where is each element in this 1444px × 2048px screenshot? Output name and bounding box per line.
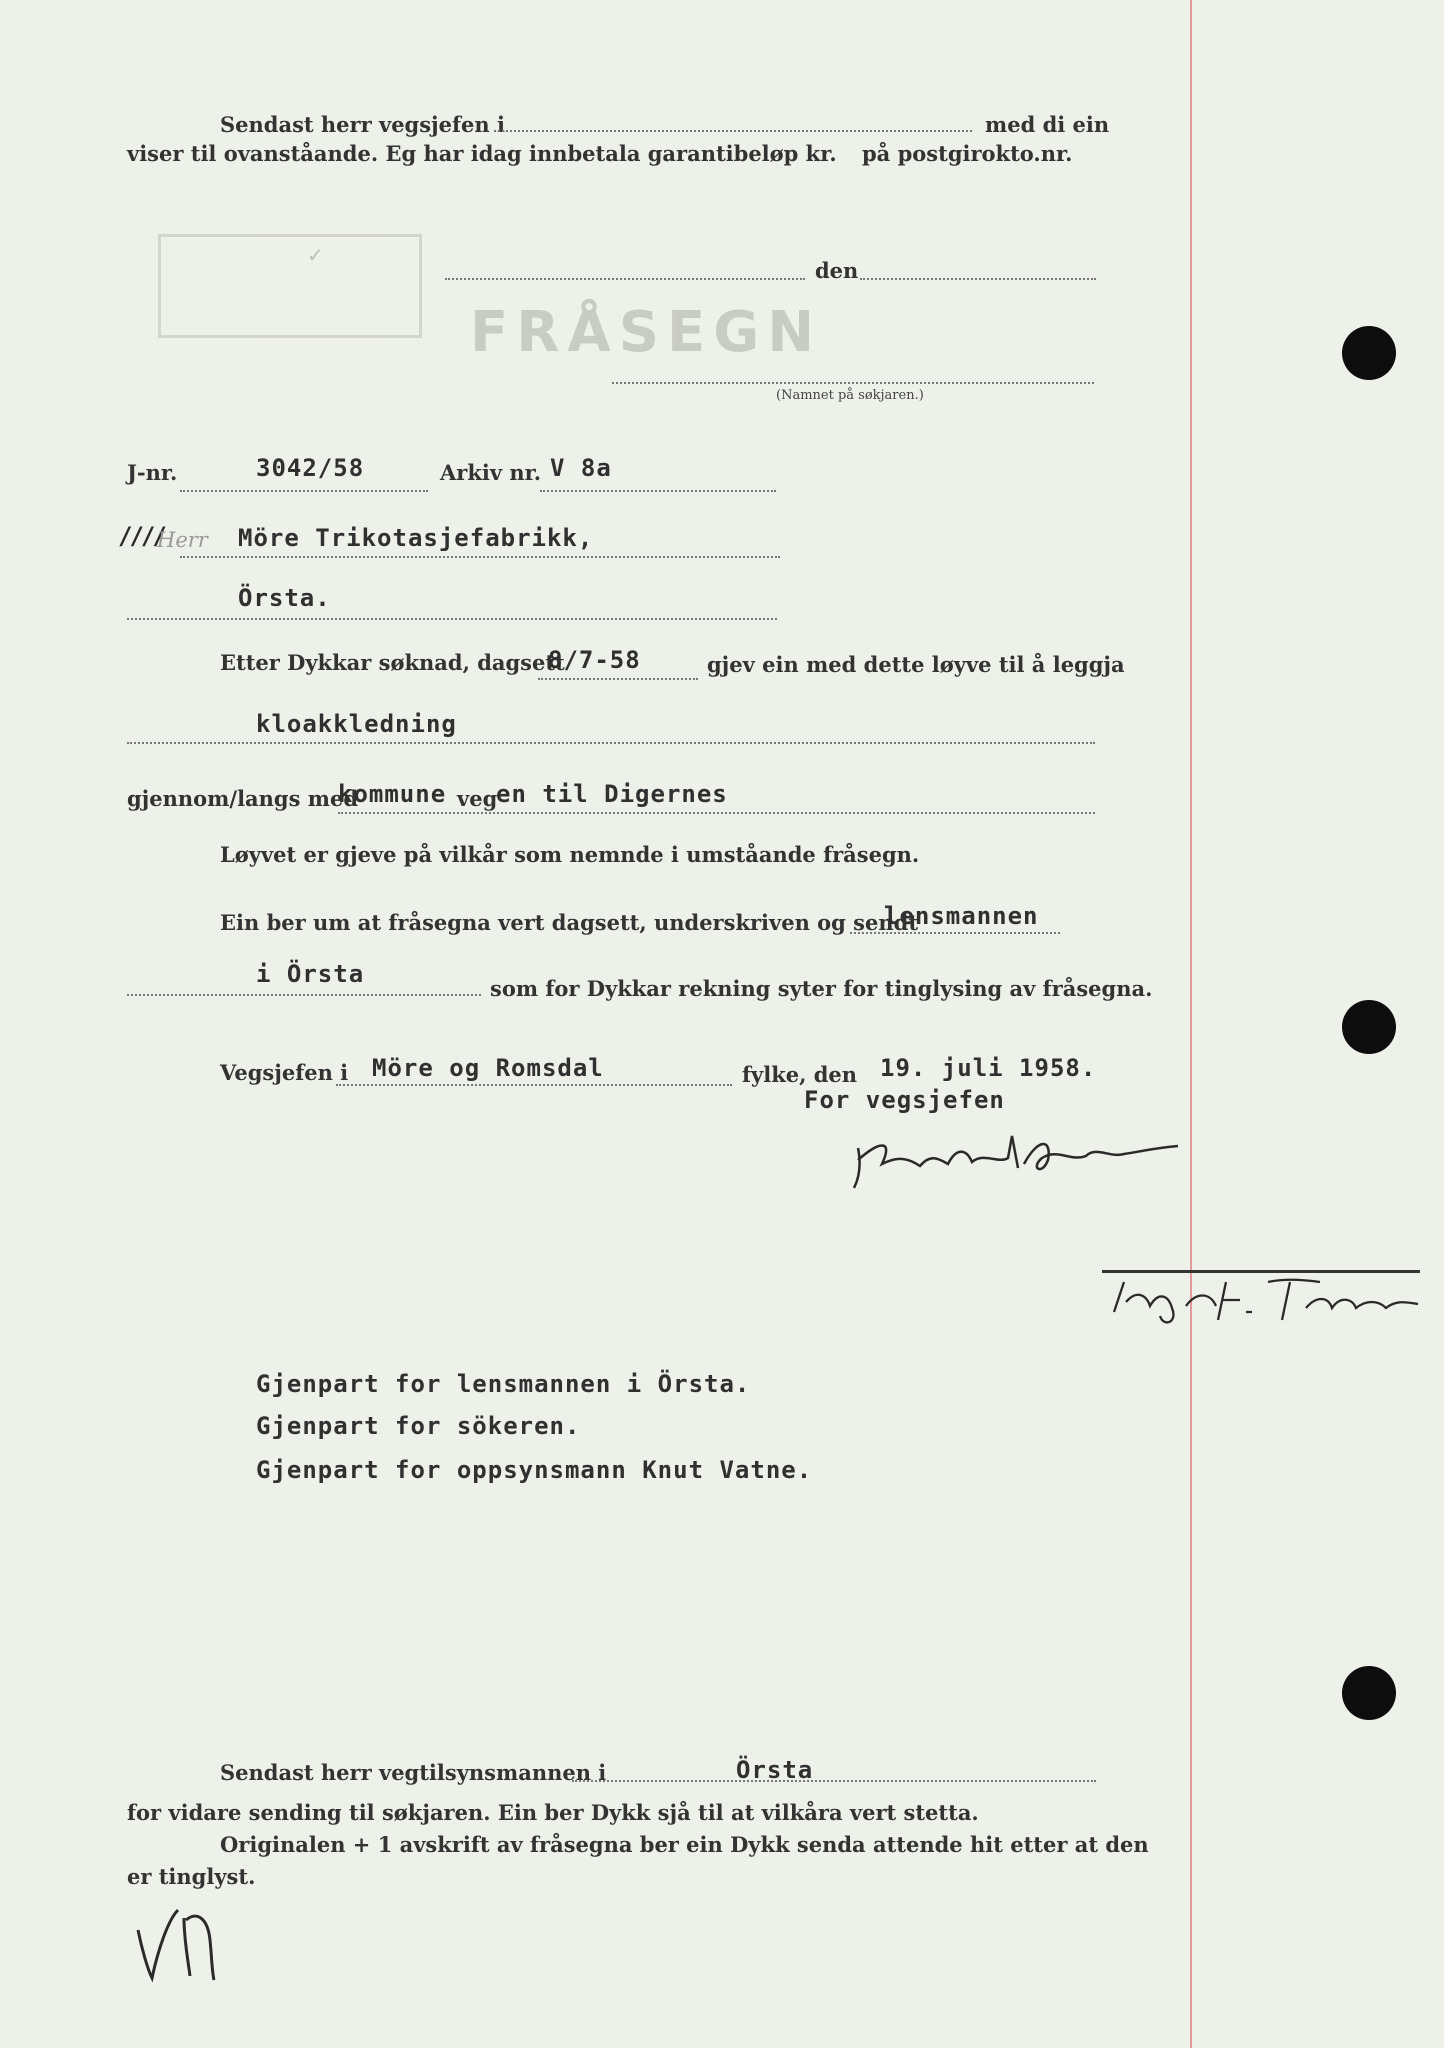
send-end: som for Dykkar rekning syter for tinglysing av fråsegna. — [490, 976, 1153, 1001]
punch-hole — [1342, 1666, 1396, 1720]
initials-mark — [128, 1880, 238, 1990]
header-line1-label: Sendast herr vegsjefen i — [220, 112, 505, 137]
arkiv-value: V 8a — [550, 454, 612, 482]
applied-label: Etter Dykkar søknad, dagsett — [220, 650, 565, 675]
place-line — [127, 618, 777, 620]
header-line2-end: på postgirokto.nr. — [862, 141, 1073, 166]
den-label: den — [815, 258, 859, 283]
footer-line3: Originalen + 1 avskrift av fråsegna ber ein Dykk senda attende hit etter at den — [220, 1832, 1149, 1857]
send-place: i Örsta — [256, 960, 365, 988]
along-blank — [338, 812, 1095, 814]
along-veg: veg — [457, 786, 498, 811]
margin-line — [1190, 0, 1192, 2048]
send-to: lensmannen — [884, 902, 1039, 930]
along-road-type: kommune — [338, 780, 447, 808]
jnr-value: 3042/58 — [256, 454, 365, 482]
footer-place: Örsta — [736, 1756, 814, 1784]
recipient-name: Möre Trikotasjefabrikk, — [238, 524, 594, 552]
county: Möre og Romsdal — [372, 1054, 604, 1082]
subject: kloakkledning — [256, 710, 457, 738]
name-note: (Namnet på søkjaren.) — [776, 388, 924, 403]
footer-line2: for vidare sending til søkjaren. Ein ber Dykk sjå til at vilkåra vert stetta. — [127, 1800, 979, 1825]
signature-main — [838, 1118, 1198, 1198]
date-blank — [860, 278, 1096, 280]
applied-date: 8/7-58 — [548, 646, 641, 674]
recipient-blank — [180, 556, 780, 558]
for-vegsjefen: For vegsjefen — [804, 1086, 1005, 1114]
vegsjef-blank — [494, 130, 972, 132]
send-place-blank — [127, 994, 481, 996]
applied-date-blank — [538, 678, 698, 680]
send-label: Ein ber um at fråsegna vert dagsett, underskriven og sendt — [220, 910, 919, 935]
place-blank — [445, 278, 805, 280]
vegsjef-label: Vegsjefen i — [220, 1060, 349, 1085]
footer-place-blank — [572, 1780, 1096, 1782]
copy-3: Gjenpart for oppsynsmann Knut Vatne. — [256, 1456, 813, 1484]
along-label: gjennom/langs med — [127, 786, 359, 811]
jnr-label: J-nr. — [127, 460, 178, 485]
conditions: Løyvet er gjeve på vilkår som nemnde i umståande fråsegn. — [220, 842, 920, 867]
send-to-blank — [850, 932, 1060, 934]
punch-hole — [1342, 1000, 1396, 1054]
copy-2: Gjenpart for sökeren. — [256, 1412, 581, 1440]
date: 19. juli 1958. — [880, 1054, 1097, 1082]
salutation: Herr — [157, 528, 208, 552]
subject-blank — [127, 742, 1095, 744]
header-line2-label: viser til ovanståande. Eg har idag innbetala garantibeløp kr. — [127, 141, 837, 166]
jnr-blank — [180, 490, 428, 492]
footer-line4: er tinglyst. — [127, 1864, 256, 1889]
arkiv-label: Arkiv nr. — [440, 460, 542, 485]
applicant-name-blank — [612, 382, 1094, 384]
struck-text: //// — [118, 522, 164, 550]
footer-line1-label: Sendast herr vegtilsynsmannen i — [220, 1760, 607, 1785]
punch-hole — [1342, 326, 1396, 380]
recipient-place: Örsta. — [238, 584, 331, 612]
along-road-name: en til Digernes — [496, 780, 728, 808]
bleed-through-title: FRÅSEGN — [470, 300, 823, 365]
arkiv-blank — [540, 490, 776, 492]
county-blank — [336, 1084, 732, 1086]
signature-second — [1106, 1272, 1426, 1332]
copy-1: Gjenpart for lensmannen i Örsta. — [256, 1370, 751, 1398]
applied-end: gjev ein med dette løyve til å leggja — [707, 652, 1125, 677]
fylke-label: fylke, den — [742, 1062, 858, 1087]
header-line1-end: med di ein — [985, 112, 1110, 137]
bleed-through-stamp: ✓ — [158, 234, 422, 338]
